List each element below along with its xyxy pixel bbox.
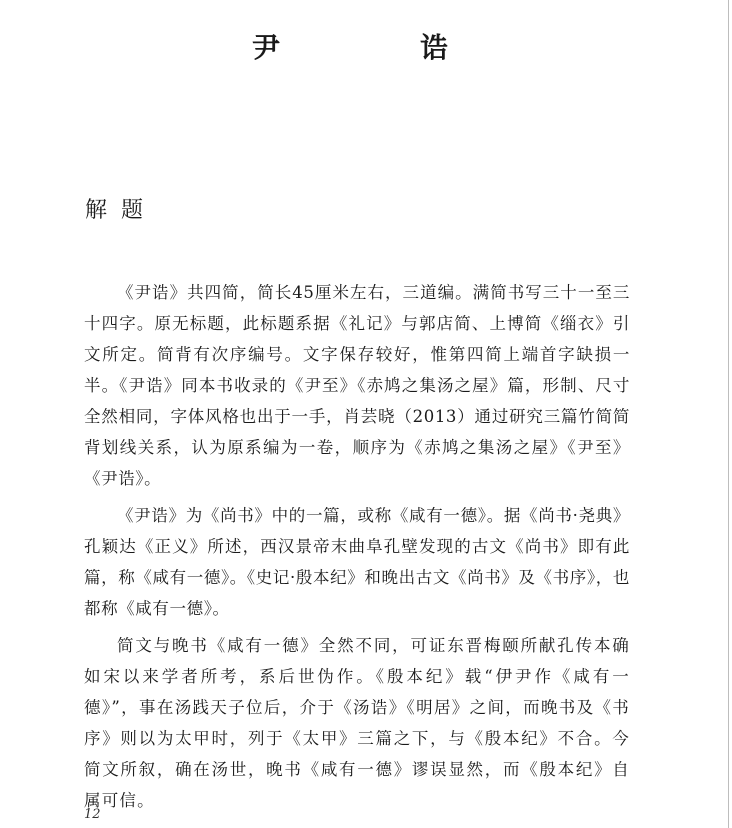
chapter-title: 尹 诰	[251, 31, 504, 64]
paragraph-2: 《尹诰》为《尚书》中的一篇，或称《咸有一德》。据《尚书·尧典》孔颖达《正义》所述，西汉景帝末曲阜孔壁发现的古文《尚书》即有此篇，称《咸有一德》。《史记·殷本纪》和晚出古文《尚书》及《书序》，也都称《咸有一德》。	[84, 506, 630, 618]
paragraph-1: 《尹诰》共四简，简长45厘米左右，三道编。满简书写三十一至三十四字。原无标题，此标题系据《礼记》与郭店简、上博简《缁衣》引文所定。简背有次序编号。文字保存较好，惟第四简上端首字缺损一半。《尹诰》同本书收录的《尹至》《赤鸠之集汤之屋》篇，形制、尺寸全然相同，字体风格也出于一手，肖芸晓（2013）通过研究三篇竹简简背划线关系，认为原系编为一卷，顺序为《赤鸠之集汤之屋》《尹至》《尹诰》。	[84, 283, 630, 488]
section-title: 解题	[85, 198, 158, 223]
body-text	[84, 277, 630, 822]
page-edge-line	[728, 0, 729, 828]
paragraph-3: 简文与晚书《咸有一德》全然不同，可证东晋梅颐所献孔传本确如宋以来学者所考，系后世伪作。《殷本纪》载“伊尹作《咸有一德》”，事在汤践天子位后，介于《汤诰》《明居》之间，而晚书及《书序》则以为太甲时，列于《太甲》三篇之下，与《殷本纪》不合。今简文所叙，确在汤世，晚书《咸有一德》谬误显然，而《殷本纪》自属可信。	[84, 636, 630, 810]
page-number: 12	[84, 807, 101, 822]
